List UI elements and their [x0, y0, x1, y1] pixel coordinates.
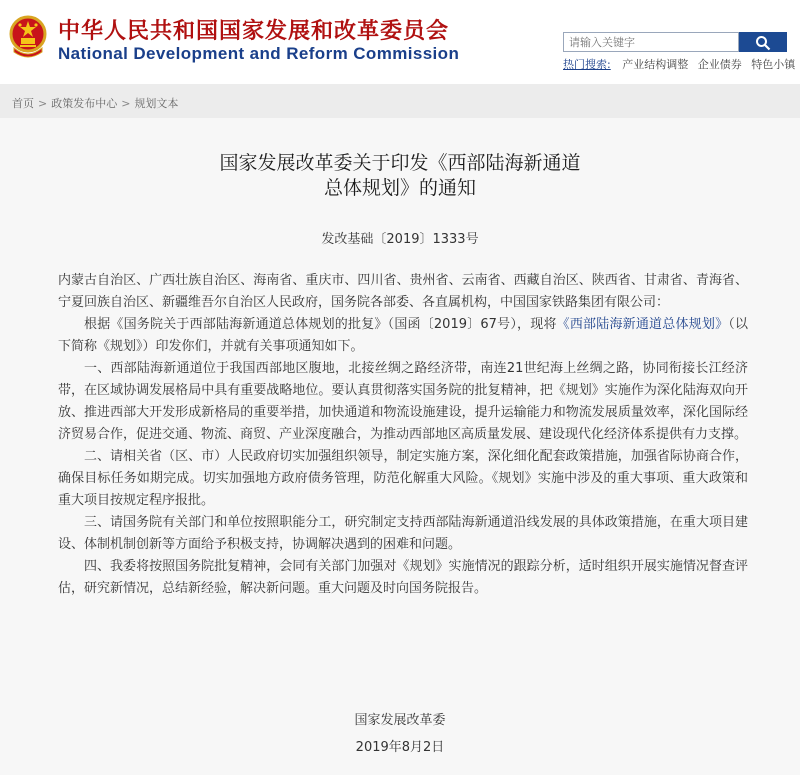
national-emblem-icon	[8, 14, 48, 60]
magnifier-icon	[755, 35, 771, 51]
article-title-line-2: 总体规划》的通知	[323, 177, 476, 199]
hot-search	[563, 56, 800, 72]
hot-search-label: 热门搜索:	[563, 58, 611, 71]
intro-text: 根据《国务院关于西部陆海新通道总体规划的批复》（国函〔2019〕67号），现将	[84, 317, 557, 332]
hot-search-item[interactable]: 特色小镇	[751, 58, 796, 71]
breadcrumb-separator: >	[38, 97, 48, 110]
breadcrumb-plan-text-link[interactable]: 规划文本	[134, 97, 179, 110]
intro-paragraph	[58, 314, 748, 358]
breadcrumb-separator: >	[121, 97, 131, 110]
intro-text: （以下简称《规划》）印发你们，并就有关事项通知如下。	[58, 317, 748, 354]
body-paragraph: 四、我委将按照国务院批复精神，会同有关部门加强对《规划》实施情况的跟踪分析，适时组织开展实施情况督查评估，研究新情况，总结新经验，解决新问题。重大问题及时向国务院报告。	[58, 559, 748, 596]
breadcrumb-policy-center-link[interactable]: 政策发布中心	[51, 97, 118, 110]
site-title-en: National Development and Reform Commission	[58, 44, 460, 63]
hot-search-item[interactable]: 企业债券	[697, 58, 742, 71]
breadcrumb-home-link[interactable]: 首页	[12, 97, 34, 110]
site-title-cn: 中华人民共和国国家发展和改革委员会	[58, 19, 450, 44]
document-number: 发改基础〔2019〕1333号	[321, 232, 479, 247]
body-paragraph: 一、西部陆海新通道位于我国西部地区腹地，北接丝绸之路经济带，南连21世纪海上丝绸之路，协同衔接长江经济带，在区域协调发展格局中具有重要战略地位。要认真贯彻落实国务院的批复精神，把《规划》实施作为深化陆海双向开放、推进西部大开发形成新格局的重要举措，加快通道和物流设施建设，提升运输能力和物流发展质量效率，深化国际经济贸易合作，促进交通、物流、商贸、产业深度融合，为推动西部地区高质量发展、建设现代化经济体系提供有力支撑。	[58, 361, 748, 442]
site-header	[0, 0, 800, 84]
breadcrumb	[0, 84, 800, 118]
plan-document-link[interactable]: 《西部陆海新通道总体规划》	[556, 317, 729, 332]
search-input[interactable]	[563, 32, 739, 52]
body-paragraph: 三、请国务院有关部门和单位按照职能分工，研究制定支持西部陆海新通道沿线发展的具体政策措施，在重大项目建设、体制机制创新等方面给予积极支持，协调解决遇到的困难和问题。	[58, 515, 748, 552]
hot-search-item[interactable]: 产业结构调整	[622, 58, 689, 71]
search-button[interactable]	[739, 32, 787, 52]
addressee-paragraph: 内蒙古自治区、广西壮族自治区、海南省、重庆市、四川省、贵州省、云南省、西藏自治区、陕西省、甘肃省、青海省、宁夏回族自治区、新疆维吾尔自治区人民政府，国务院各部委、各直属机构，中国国家铁路集团有限公司：	[58, 273, 748, 310]
article-body	[58, 270, 748, 600]
signature-organization: 国家发展改革委	[354, 713, 446, 728]
article-title-line-1: 国家发展改革委关于印发《西部陆海新通道	[219, 152, 581, 174]
body-paragraph: 二、请相关省（区、市）人民政府切实加强组织领导，制定实施方案，深化细化配套政策措施，加强省际协商合作，确保目标任务如期完成。切实加强地方政府债务管理，防范化解重大风险。《规划》实施中涉及的重大事项、重大政策和重大项目按规定程序报批。	[58, 449, 748, 508]
signature-date: 2019年8月2日	[355, 740, 445, 755]
